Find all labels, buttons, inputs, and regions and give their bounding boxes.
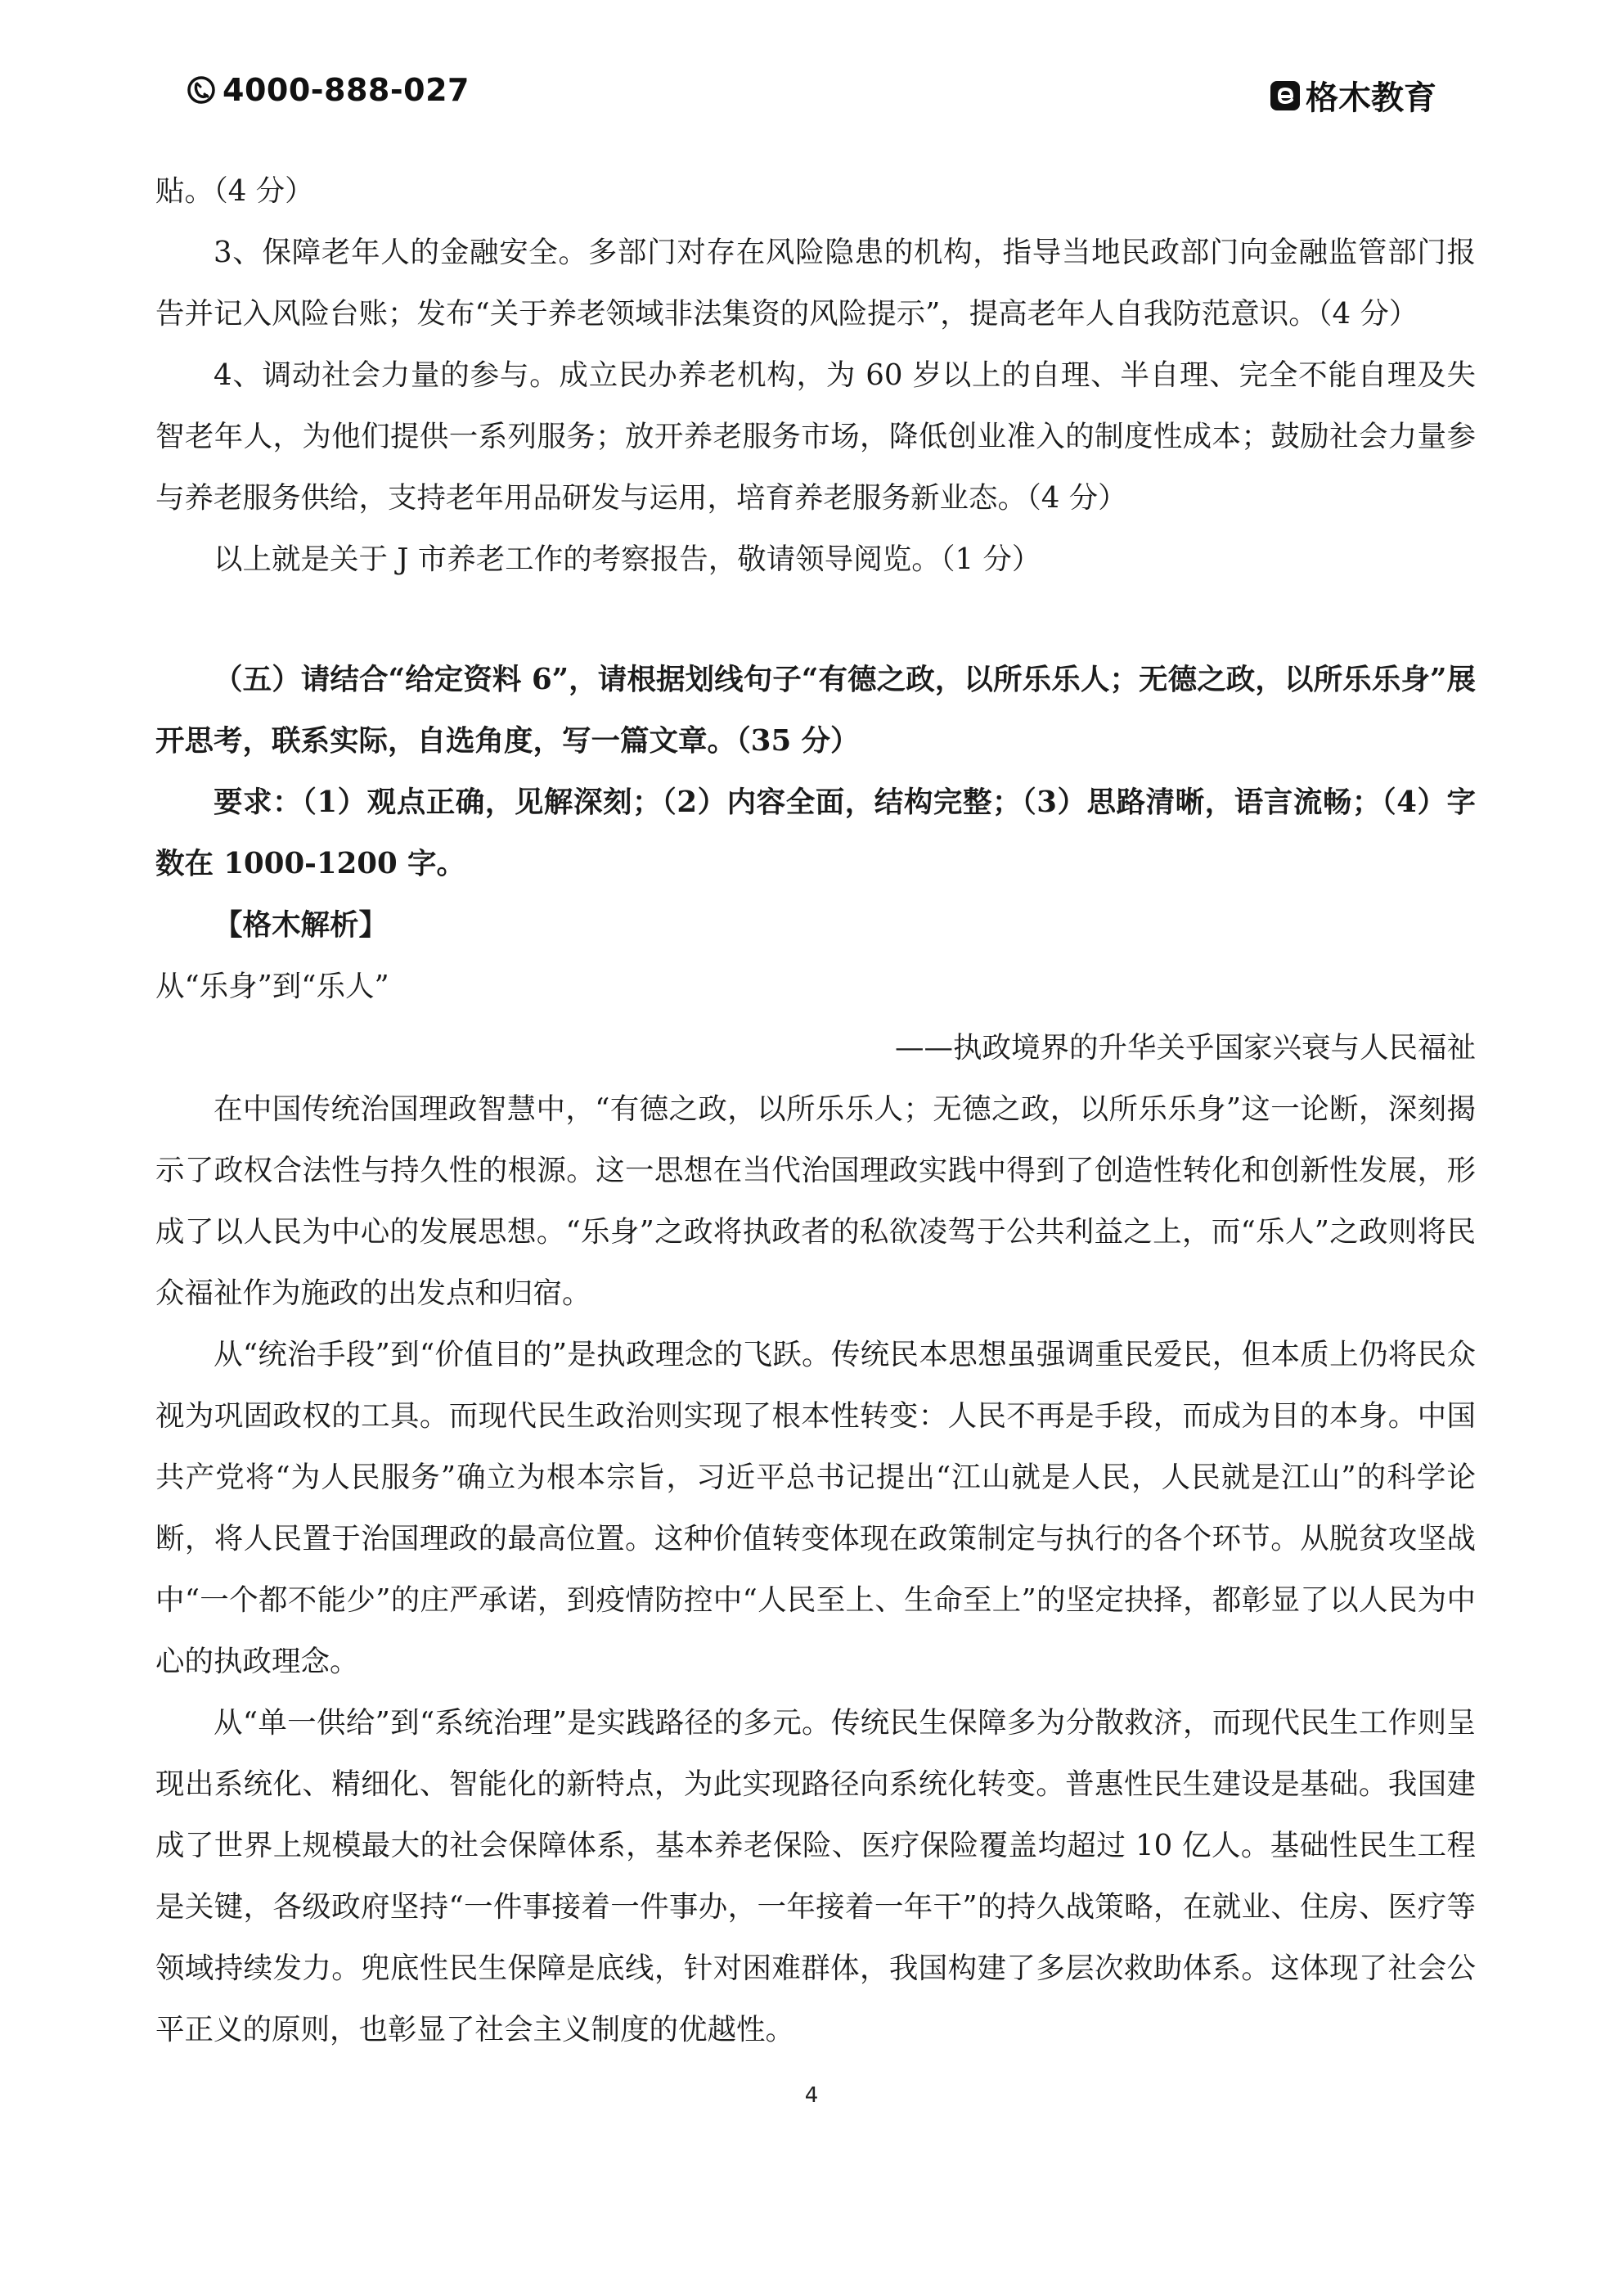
essay-title: 从“乐身”到“乐人” [155, 970, 389, 1003]
gemu-logo-icon [1270, 80, 1301, 111]
hotline [187, 72, 470, 108]
phone-icon [187, 75, 216, 105]
answer-point-4: 4、调动社会力量的参与。成立民办养老机构，为 60 岁以上的自理、半自理、完全不能自理及失智老年人，为他们提供一系列服务；放开养老服务市场，降低创业准入的制度性成本；鼓励社会力量参与养老服务供给，支持老年用品研发与运用，培育养老服务新业态。（4 分） [155, 358, 1476, 515]
brand-name: 格木教育 [1306, 79, 1436, 117]
document-body [155, 160, 1476, 2060]
essay-paragraph-1: 在中国传统治国理政智慧中，“有德之政，以所乐乐人；无德之政，以所乐乐身”这一论断，深刻揭示了政权合法性与持久性的根源。这一思想在当代治国理政实践中得到了创造性转化和创新性发展，形成了以人民为中心的发展思想。“乐身”之政将执政者的私欲凌驾于公共利益之上，而“乐人”之政则将民众福祉作为施政的出发点和归宿。 [155, 1092, 1476, 1310]
page-header [187, 72, 1436, 118]
page-number: 4 [804, 2083, 819, 2108]
answer-point-3: 3、保障老年人的金融安全。多部门对存在风险隐患的机构，指导当地民政部门向金融监管部门报告并记入风险台账；发布“关于养老领域非法集资的风险提示”，提高老年人自我防范意识。（4 分） [155, 236, 1476, 331]
question-5-requirements: 要求：（1）观点正确，见解深刻；（2）内容全面，结构完整；（3）思路清晰，语言流畅；（4）字数在 1000-1200 字。 [155, 786, 1476, 880]
section-gap [155, 590, 1476, 649]
answer-line-tail: 贴。（4 分） [155, 174, 314, 208]
question-5-prompt: （五）请结合“给定资料 6”，请根据划线句子“有德之政，以所乐乐人；无德之政，以所乐乐身”展开思考，联系实际，自选角度，写一篇文章。（35 分） [155, 663, 1476, 758]
essay-paragraph-3: 从“单一供给”到“系统治理”是实践路径的多元。传统民生保障多为分散救济，而现代民生工作则呈现出系统化、精细化、智能化的新特点，为此实现路径向系统化转变。普惠性民生建设是基础。我国建成了世界上规模最大的社会保障体系，基本养老保险、医疗保险覆盖均超过 10 亿人。基础性民生工程是关键，各级政府坚持“一件事接着一件事办，一年接着一年干”的持久战策略，在就业、住房、医疗等领域持续发力。兜底性民生保障是底线，针对困难群体，我国构建了多层次救助体系。这体现了社会公平正义的原则，也彰显了社会主义制度的优越性。 [155, 1706, 1476, 2046]
essay-paragraph-2: 从“统治手段”到“价值目的”是执政理念的飞跃。传统民本思想虽强调重民爱民，但本质上仍将民众视为巩固政权的工具。而现代民生政治则实现了根本性转变：人民不再是手段，而成为目的本身。中国共产党将“为人民服务”确立为根本宗旨，习近平总书记提出“江山就是人民，人民就是江山”的科学论断，将人民置于治国理政的最高位置。这种价值转变体现在政策制定与执行的各个环节。从脱贫攻坚战中“一个都不能少”的庄严承诺，到疫情防控中“人民至上、生命至上”的坚定抉择，都彰显了以人民为中心的执政理念。 [155, 1338, 1476, 1678]
essay-subtitle: ——执政境界的升华关乎国家兴衰与人民福祉 [894, 1031, 1476, 1065]
analysis-label: 【格木解析】 [214, 908, 389, 942]
hotline-number: 4000-888-027 [223, 72, 470, 108]
brand [1270, 72, 1436, 119]
answer-closing: 以上就是关于 J 市养老工作的考察报告，敬请领导阅览。（1 分） [214, 542, 1041, 576]
